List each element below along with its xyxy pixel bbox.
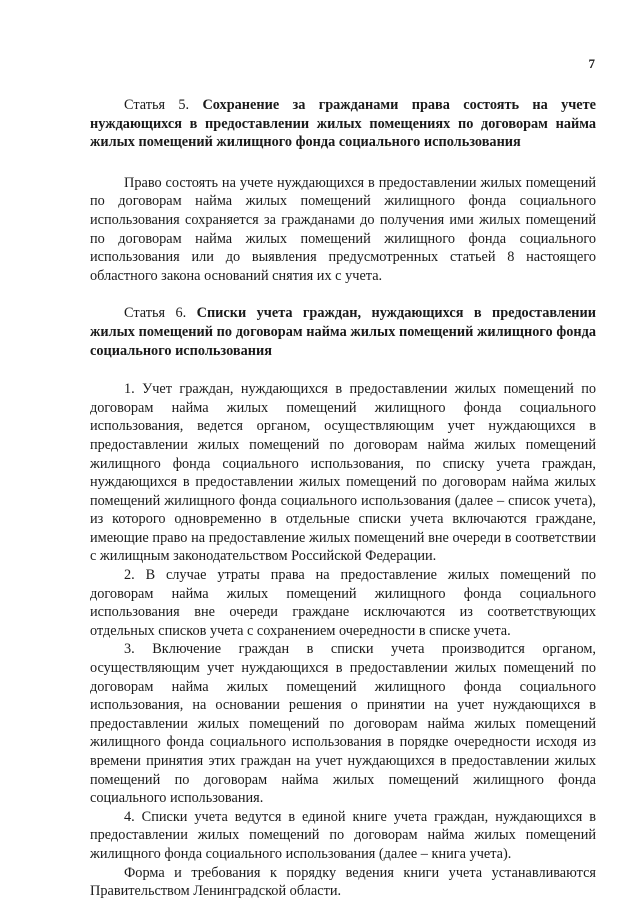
article-6-paragraph-4: 4. Списки учета ведутся в единой книге учета граждан, нуждающихся в предоставлении жилых помещений по договорам найма жилых помещений жилищного фонда социального использования (далее – книга учета).	[90, 808, 596, 862]
article-5-heading	[90, 96, 596, 152]
article-6-label: Статья 6.	[124, 305, 187, 322]
article-5-paragraph: Право состоять на учете нуждающихся в предоставлении жилых помещений по договорам найма жилых помещений жилищного фонда социального использования сохраняется за гражданами до получения ими жилых помещений по договорам найма жилых помещений жилищного фонда социального использования или до выявления предусмотренных статьей 8 настоящего областного закона оснований снятия их с учета.	[90, 174, 596, 284]
article-5-title: Сохранение за гражданами права состоять на учете нуждающихся в предоставлении жилых помещениях по договорам найма жилых помещений жилищного фонда социального использования	[90, 97, 597, 151]
article-6-heading	[90, 304, 596, 360]
article-6-paragraph-3: 3. Включение граждан в списки учета производится органом, осуществляющим учет нуждающихся в предоставлении жилых помещений по договорам найма жилых помещений жилищного фонда социального использования, на основании решения о принятии на учет нуждающихся в предоставлении жилых помещений по договорам найма жилых помещений жилищного фонда социального использования в порядке очередности исходя из времени принятия этих граждан на учет нуждающихся в предоставлении жилых помещений по договорам найма жилых помещений жилищного фонда социального использования.	[90, 641, 596, 807]
article-6-paragraph-1: 1. Учет граждан, нуждающихся в предоставлении жилых помещений по договорам найма жилых помещений жилищного фонда социального использования, ведется органом, осуществляющим учет нуждающихся в предоставлении жилых помещений по договорам найма жилых помещений жилищного фонда социального использования, по списку учета граждан, нуждающихся в предоставлении жилых помещений по договорам найма жилых помещений жилищного фонда социального использования (далее – список учета), из которого одновременно в отдельные списки учета включаются граждане, имеющие право на предоставление жилых помещений вне очереди в соответствии с жилищным законодательством Российской Федерации.	[90, 381, 596, 565]
article-5-label: Статья 5.	[124, 97, 190, 113]
article-6-paragraph-2: 2. В случае утраты права на предоставление жилых помещений по договорам найма жилых помещений жилищного фонда социального использования вне очереди граждане исключаются из соответствующих отдельных списков учета с сохранением очередности в списке учета.	[90, 567, 596, 639]
page-number: 7	[588, 56, 595, 71]
article-6-title: Списки учета граждан, нуждающихся в предоставлении жилых помещений по договорам найма жилых помещений жилищного фонда социального использования	[90, 305, 597, 359]
document-body	[90, 96, 596, 901]
article-6-paragraph-5: Форма и требования к порядку ведения книги учета устанавливаются Правительством Ленинградской области.	[90, 864, 596, 900]
